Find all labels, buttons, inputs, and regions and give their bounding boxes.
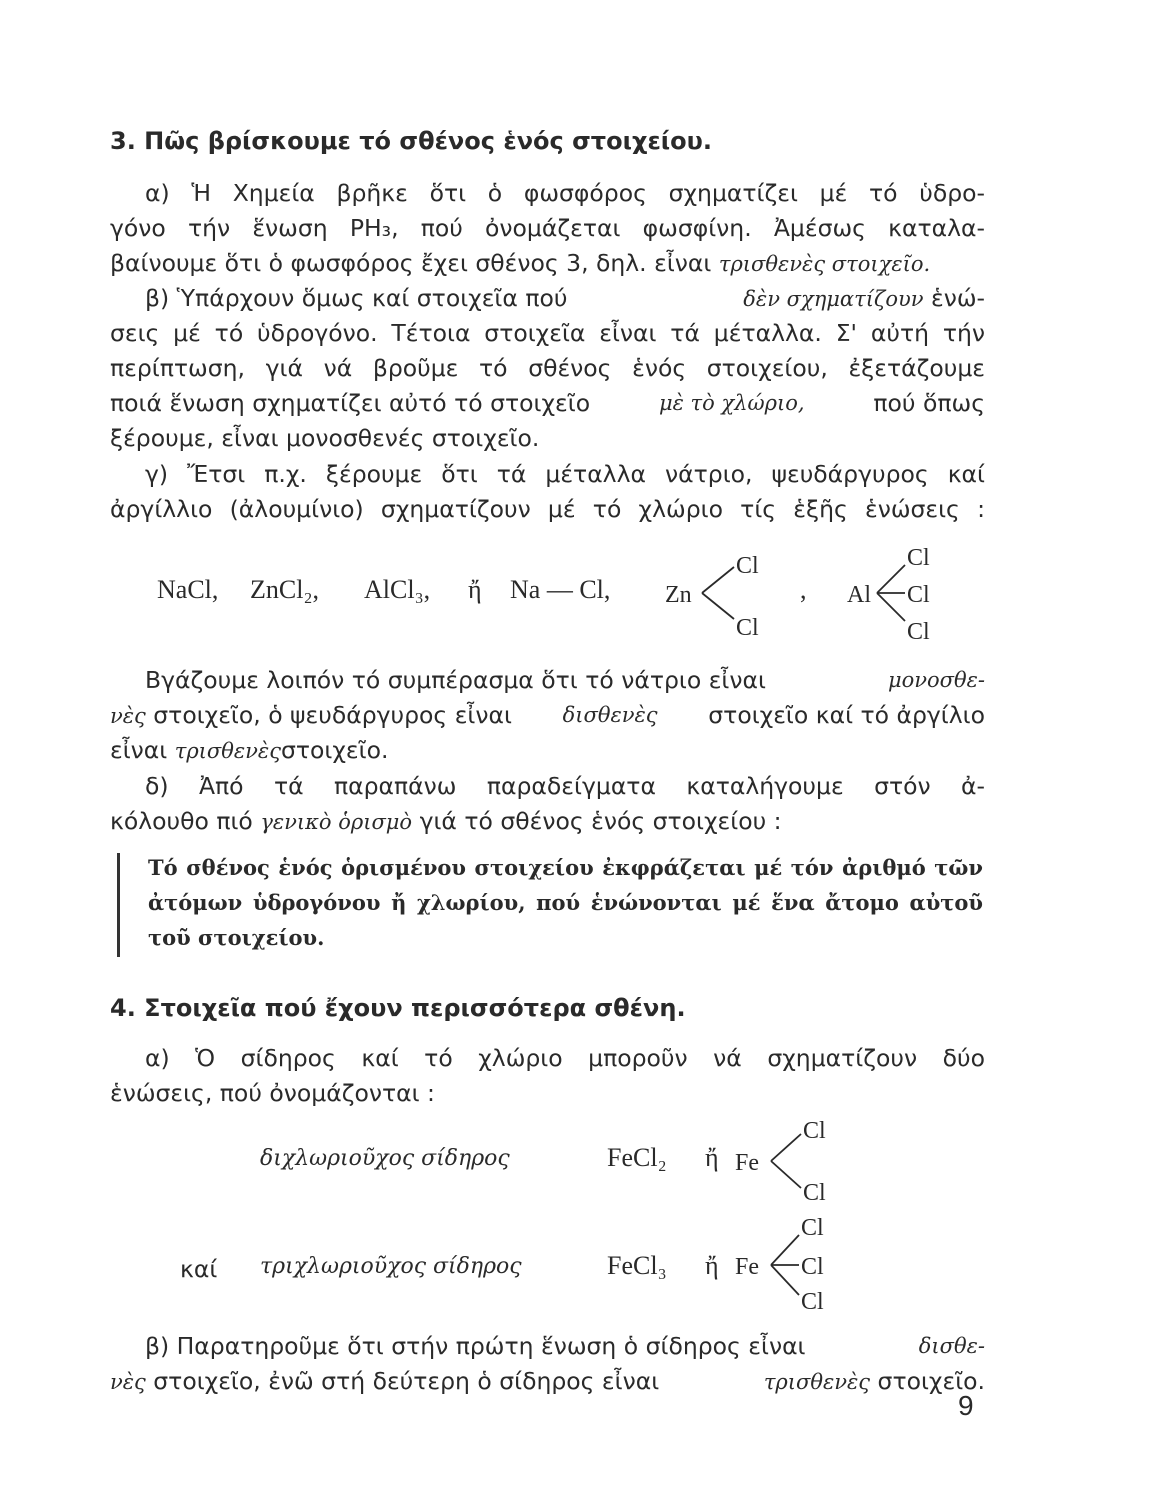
fe3-cl-lower: Cl — [801, 1289, 824, 1315]
fe1-cl-upper: Cl — [803, 1118, 826, 1144]
al-cl-upper: Cl — [907, 545, 930, 571]
paragraph-3b-line-1-post: ἑνώ- — [931, 284, 985, 312]
paragraph-4b-line-2-text-a: στοιχεῖο, ἐνῶ στή δεύτερη ὁ σίδηρος εἶναι — [153, 1367, 660, 1395]
paragraph-4b-line-2-italic-a: νὲς — [110, 1370, 146, 1394]
paragraph-3c-line-2: ἀργίλλιο (ἀλουμίνιο) σχηματίζουν μέ τό χλώριο τίς ἑξῆς ἑνώσεις : — [110, 495, 985, 523]
zn-cl-lower: Cl — [736, 615, 759, 641]
conclusion-line-2-text-b: στοιχεῖο καί τό ἀργίλιο — [708, 701, 985, 729]
paragraph-3a-line-3-text: βαίνουμε ὅτι ὁ φωσφόρος ἔχει σθένος 3, δηλ. εἶναι — [110, 249, 712, 277]
al-bond-upper — [877, 565, 905, 593]
zncl2-structure — [660, 535, 780, 645]
formula-na-cl: Na — Cl, — [510, 575, 611, 604]
paragraph-3d-line-2-italic: γενικὸ ὁρισμὸ — [260, 810, 413, 834]
definition-line-1: Τό σθένος ἑνός ὁρισμένου στοιχείου ἐκφράζεται μέ τόν ἀριθμό τῶν — [148, 855, 983, 880]
section-4-heading: 4. Στοιχεῖα πού ἔχουν περισσότερα σθένη. — [110, 994, 686, 1022]
fe1-cl-lower: Cl — [803, 1180, 826, 1206]
compound-2-or: ἤ — [705, 1251, 719, 1280]
zn-bond-upper — [702, 567, 734, 593]
paragraph-4b-line-2 — [110, 1365, 985, 1398]
paragraph-3b-line-3: περίπτωση, γιά νά βροῦμε τό σθένος ἑνός στοιχείου, ἐξετάζουμε — [110, 354, 985, 382]
conclusion-line-3-text-b: στοιχεῖο. — [280, 736, 389, 764]
fe-bond-upper — [771, 1134, 801, 1161]
paragraph-3b-line-4 — [110, 387, 985, 419]
compound-2-formula: FeCl₃ — [607, 1251, 667, 1280]
paragraph-3b-line-4-post: πού ὅπως — [873, 389, 985, 417]
formula-comma: , — [800, 575, 807, 604]
paragraph-3b-line-2: σεις μέ τό ὑδρογόνο. Τέτοια στοιχεῖα εἶναι τά μέταλλα. Σ' αὐτή τήν — [110, 319, 985, 347]
zn-symbol: Zn — [665, 582, 692, 608]
conclusion-line-1 — [145, 664, 985, 696]
conclusion-line-3-text-a: εἶναι — [110, 736, 168, 764]
definition-bar — [117, 853, 120, 957]
al-symbol: Al — [847, 582, 871, 608]
compound-2-and: καί — [180, 1255, 218, 1283]
compound-1-or: ἤ — [705, 1143, 719, 1172]
fe-symbol-1: Fe — [735, 1150, 759, 1176]
conclusion-line-2-italic-b: δισθενὲς — [562, 703, 658, 727]
al-bond-lower — [877, 593, 905, 621]
paragraph-3d-line-2-post: γιά τό σθένος ἑνός στοιχείου : — [419, 807, 782, 835]
fecl2-structure — [735, 1108, 845, 1208]
paragraph-3b-line-1-pre: β) Ὑπάρχουν ὅμως καί στοιχεῖα πού — [145, 284, 568, 312]
fecl3-structure — [735, 1205, 845, 1315]
paragraph-3d-line-2-pre: κόλουθο πιό — [110, 807, 253, 835]
fe3-bond-upper — [771, 1235, 799, 1265]
definition-line-2: ἀτόμων ὑδρογόνου ἤ χλωρίου, πού ἑνώνονται μέ ἕνα ἄτομο αὐτοῦ — [148, 890, 983, 915]
paragraph-3a-line-1: α) Ἡ Χημεία βρῆκε ὅτι ὁ φωσφόρος σχηματίζει μέ τό ὑδρο- — [145, 179, 985, 207]
paragraph-4b-line-2-text-b: στοιχεῖο. — [877, 1367, 985, 1395]
conclusion-line-1-italic: μονοσθε- — [887, 668, 985, 692]
compound-1-formula: FeCl₂ — [607, 1143, 667, 1172]
paragraph-3a-line-3-italic: τρισθενὲς στοιχεῖο. — [718, 252, 931, 276]
page-number: 9 — [958, 1390, 974, 1421]
paragraph-3d-line-2 — [110, 805, 985, 838]
fe-bond-lower — [771, 1161, 801, 1188]
fe3-bond-lower — [771, 1265, 799, 1295]
formula-nacl: NaCl, — [157, 575, 219, 604]
paragraph-3b-line-4-italic: μὲ τὸ χλώριο, — [658, 391, 805, 415]
alcl3-structure — [845, 535, 965, 645]
conclusion-line-2 — [110, 699, 985, 732]
paragraph-3b-line-1 — [145, 282, 985, 315]
fe3-cl-middle: Cl — [801, 1254, 824, 1280]
al-cl-middle: Cl — [907, 582, 930, 608]
zn-cl-upper: Cl — [736, 553, 759, 579]
compound-1-name: διχλωριοῦχος σίδηρος — [260, 1146, 510, 1171]
conclusion-line-3-italic: τρισθενὲς — [174, 739, 281, 763]
conclusion-line-2-text-a: στοιχεῖο, ὁ ψευδάργυρος εἶναι — [153, 701, 512, 729]
paragraph-3b-line-4-pre: ποιά ἕνωση σχηματίζει αὐτό τό στοιχεῖο — [110, 389, 591, 417]
paragraph-4b-line-1 — [145, 1330, 985, 1362]
conclusion-line-3 — [110, 734, 985, 767]
paragraph-3d-line-1: δ) Ἀπό τά παραπάνω παραδείγματα καταλήγουμε στόν ἀ- — [145, 772, 985, 800]
section-3-heading: 3. Πῶς βρίσκουμε τό σθένος ἑνός στοιχείου. — [110, 127, 712, 155]
paragraph-3b-line-5: ξέρουμε, εἶναι μονοσθενές στοιχεῖο. — [110, 424, 540, 452]
fe3-cl-upper: Cl — [801, 1215, 824, 1241]
paragraph-3a-line-2: γόνο τήν ἕνωση PH₃, πού ὀνομάζεται φωσφίνη. Ἀμέσως καταλα- — [110, 214, 985, 242]
fe-symbol-2: Fe — [735, 1254, 759, 1280]
paragraph-3a-line-3 — [110, 247, 985, 280]
al-cl-lower: Cl — [907, 619, 930, 645]
paragraph-4b-line-1-text: β) Παρατηροῦμε ὅτι στήν πρώτη ἕνωση ὁ σίδηρος εἶναι — [145, 1332, 806, 1360]
formula-zncl2: ZnCl₂, — [250, 575, 320, 604]
zn-bond-lower — [702, 593, 734, 619]
conclusion-line-1-text: Βγάζουμε λοιπόν τό συμπέρασμα ὅτι τό νάτριο εἶναι — [145, 666, 766, 694]
paragraph-3b-line-1-italic: δὲν σχηματίζουν — [743, 287, 924, 311]
formula-or: ἤ — [468, 575, 482, 604]
formula-alcl3: AlCl₃, — [364, 575, 431, 604]
paragraph-3c-line-1: γ) Ἔτσι π.χ. ξέρουμε ὅτι τά μέταλλα νάτριο, ψευδάργυρος καί — [145, 460, 985, 488]
paragraph-4b-line-1-italic: δισθε- — [918, 1334, 985, 1358]
compound-2-name: τριχλωριοῦχος σίδηρος — [260, 1254, 522, 1279]
paragraph-4b-line-2-italic-b: τρισθενὲς — [763, 1370, 871, 1394]
definition-line-3: τοῦ στοιχείου. — [148, 925, 325, 950]
paragraph-4a-line-2: ἑνώσεις, πού ὀνομάζονται : — [110, 1079, 435, 1107]
paragraph-4a-line-1: α) Ὁ σίδηρος καί τό χλώριο μποροῦν νά σχηματίζουν δύο — [145, 1044, 985, 1072]
conclusion-line-2-italic-a: νὲς — [110, 704, 146, 728]
